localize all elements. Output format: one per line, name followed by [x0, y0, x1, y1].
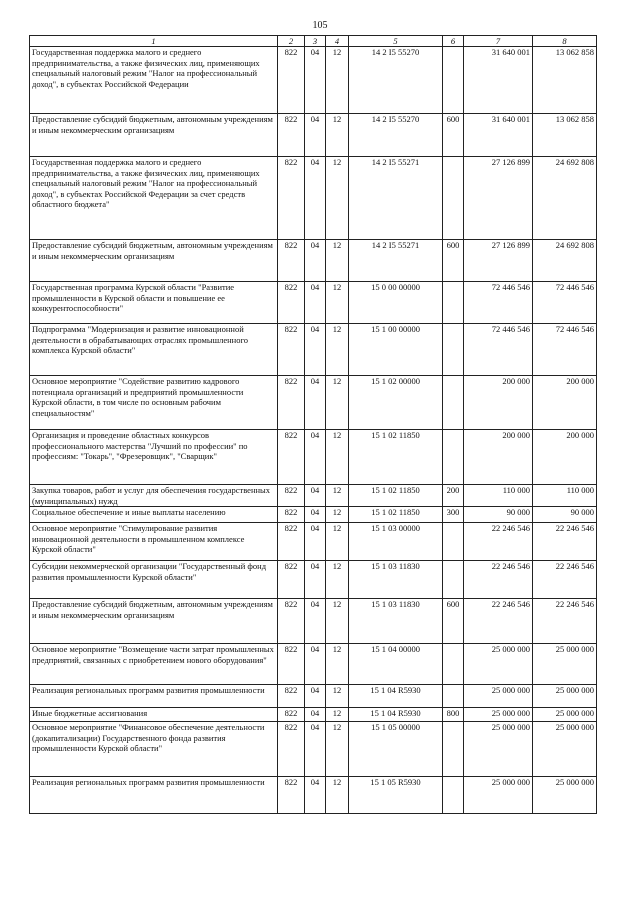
- item-name: Предоставление субсидий бюджетным, автономным учреждениям и иным некоммерческим организациям: [30, 240, 278, 282]
- ministry-code: 822: [278, 708, 305, 722]
- amount-year-1: 25 000 000: [464, 644, 533, 685]
- ministry-code: 822: [278, 777, 305, 814]
- amount-year-2: 200 000: [533, 376, 597, 430]
- amount-year-2: 90 000: [533, 507, 597, 523]
- amount-year-1: 25 000 000: [464, 777, 533, 814]
- amount-year-2: 110 000: [533, 485, 597, 507]
- amount-year-2: 72 446 546: [533, 324, 597, 376]
- subsection-code: 12: [326, 644, 349, 685]
- item-name: Предоставление субсидий бюджетным, автономным учреждениям и иным некоммерческим организациям: [30, 114, 278, 157]
- table-row: [30, 561, 597, 599]
- amount-year-2: 25 000 000: [533, 777, 597, 814]
- column-header: 1: [30, 36, 278, 47]
- section-code: 04: [305, 561, 326, 599]
- column-header: 7: [464, 36, 533, 47]
- expense-type-code: [443, 685, 464, 708]
- subsection-code: 12: [326, 599, 349, 644]
- target-article-code: 15 1 03 00000: [349, 523, 443, 561]
- item-name: Реализация региональных программ развития промышленности: [30, 777, 278, 814]
- ministry-code: 822: [278, 561, 305, 599]
- amount-year-2: 25 000 000: [533, 708, 597, 722]
- amount-year-1: 72 446 546: [464, 282, 533, 324]
- target-article-code: 15 1 02 11850: [349, 507, 443, 523]
- section-code: 04: [305, 599, 326, 644]
- ministry-code: 822: [278, 47, 305, 114]
- target-article-code: 15 1 00 00000: [349, 324, 443, 376]
- expense-type-code: 800: [443, 708, 464, 722]
- column-number-row: [30, 36, 597, 47]
- ministry-code: 822: [278, 722, 305, 777]
- amount-year-1: 25 000 000: [464, 722, 533, 777]
- expense-type-code: [443, 523, 464, 561]
- target-article-code: 15 1 02 11850: [349, 430, 443, 485]
- subsection-code: 12: [326, 708, 349, 722]
- target-article-code: 15 1 03 11830: [349, 561, 443, 599]
- section-code: 04: [305, 430, 326, 485]
- item-name: Государственная поддержка малого и среднего предпринимательства, а также физических лиц, применяющих специальный налоговый режим "Налог на профессиональный доход", в субъектах Российской Федерации: [30, 47, 278, 114]
- table-row: [30, 240, 597, 282]
- expense-type-code: [443, 47, 464, 114]
- section-code: 04: [305, 47, 326, 114]
- column-header: 6: [443, 36, 464, 47]
- ministry-code: 822: [278, 114, 305, 157]
- section-code: 04: [305, 376, 326, 430]
- amount-year-1: 31 640 001: [464, 114, 533, 157]
- ministry-code: 822: [278, 157, 305, 240]
- amount-year-1: 200 000: [464, 430, 533, 485]
- table-row: [30, 157, 597, 240]
- section-code: 04: [305, 523, 326, 561]
- expense-type-code: 600: [443, 240, 464, 282]
- table-row: [30, 708, 597, 722]
- ministry-code: 822: [278, 324, 305, 376]
- subsection-code: 12: [326, 114, 349, 157]
- target-article-code: 14 2 I5 55270: [349, 114, 443, 157]
- item-name: Основное мероприятие "Финансовое обеспечение деятельности (докапитализации) Государственного фонда развития промышленности Курской области": [30, 722, 278, 777]
- table-row: [30, 114, 597, 157]
- ministry-code: 822: [278, 685, 305, 708]
- amount-year-1: 25 000 000: [464, 708, 533, 722]
- amount-year-1: 22 246 546: [464, 599, 533, 644]
- item-name: Основное мероприятие "Содействие развитию кадрового потенциала организаций и предприятий промышленности Курской области, в том числе по основным рабочим специальностям": [30, 376, 278, 430]
- section-code: 04: [305, 157, 326, 240]
- target-article-code: 15 0 00 00000: [349, 282, 443, 324]
- subsection-code: 12: [326, 561, 349, 599]
- expense-type-code: 300: [443, 507, 464, 523]
- amount-year-2: 24 692 808: [533, 240, 597, 282]
- section-code: 04: [305, 644, 326, 685]
- amount-year-1: 31 640 001: [464, 47, 533, 114]
- amount-year-1: 22 246 546: [464, 523, 533, 561]
- item-name: Основное мероприятие "Стимулирование развития инновационной деятельности в промышленном комплексе Курской области": [30, 523, 278, 561]
- amount-year-1: 72 446 546: [464, 324, 533, 376]
- section-code: 04: [305, 685, 326, 708]
- table-row: [30, 644, 597, 685]
- item-name: Организация и проведение областных конкурсов профессионального мастерства "Лучший по профессии" по профессиям: "Токарь", "Фрезеровщик", "Сварщик": [30, 430, 278, 485]
- amount-year-1: 27 126 899: [464, 240, 533, 282]
- expense-type-code: [443, 157, 464, 240]
- expense-type-code: [443, 282, 464, 324]
- page-number: 105: [312, 20, 328, 31]
- ministry-code: 822: [278, 240, 305, 282]
- target-article-code: 15 1 05 R5930: [349, 777, 443, 814]
- column-header: 3: [305, 36, 326, 47]
- column-header: 8: [533, 36, 597, 47]
- target-article-code: 15 1 04 R5930: [349, 685, 443, 708]
- item-name: Подпрограмма "Модернизация и развитие инновационной деятельности в обрабатывающих отраслях промышленного комплекса Курской области": [30, 324, 278, 376]
- expense-type-code: [443, 430, 464, 485]
- expense-type-code: [443, 777, 464, 814]
- amount-year-2: 22 246 546: [533, 561, 597, 599]
- column-header: 2: [278, 36, 305, 47]
- item-name: Предоставление субсидий бюджетным, автономным учреждениям и иным некоммерческим организациям: [30, 599, 278, 644]
- subsection-code: 12: [326, 47, 349, 114]
- column-header: 5: [349, 36, 443, 47]
- ministry-code: 822: [278, 523, 305, 561]
- item-name: Субсидии некоммерческой организации "Государственный фонд развития промышленности Курской области": [30, 561, 278, 599]
- expense-type-code: 200: [443, 485, 464, 507]
- target-article-code: 14 2 I5 55271: [349, 240, 443, 282]
- item-name: Социальное обеспечение и иные выплаты населению: [30, 507, 278, 523]
- amount-year-1: 27 126 899: [464, 157, 533, 240]
- target-article-code: 15 1 04 R5930: [349, 708, 443, 722]
- section-code: 04: [305, 240, 326, 282]
- target-article-code: 15 1 02 00000: [349, 376, 443, 430]
- amount-year-1: 22 246 546: [464, 561, 533, 599]
- subsection-code: 12: [326, 507, 349, 523]
- table-row: [30, 507, 597, 523]
- table-row: [30, 599, 597, 644]
- table-row: [30, 485, 597, 507]
- subsection-code: 12: [326, 523, 349, 561]
- table-row: [30, 685, 597, 708]
- target-article-code: 15 1 05 00000: [349, 722, 443, 777]
- subsection-code: 12: [326, 240, 349, 282]
- table-row: [30, 430, 597, 485]
- item-name: Реализация региональных программ развития промышленности: [30, 685, 278, 708]
- expense-type-code: 600: [443, 599, 464, 644]
- subsection-code: 12: [326, 485, 349, 507]
- section-code: 04: [305, 282, 326, 324]
- amount-year-1: 25 000 000: [464, 685, 533, 708]
- amount-year-1: 90 000: [464, 507, 533, 523]
- section-code: 04: [305, 777, 326, 814]
- amount-year-2: 72 446 546: [533, 282, 597, 324]
- subsection-code: 12: [326, 685, 349, 708]
- target-article-code: 14 2 I5 55271: [349, 157, 443, 240]
- target-article-code: 15 1 02 11850: [349, 485, 443, 507]
- subsection-code: 12: [326, 157, 349, 240]
- budget-table: [29, 35, 597, 814]
- amount-year-2: 22 246 546: [533, 599, 597, 644]
- section-code: 04: [305, 708, 326, 722]
- table-row: [30, 324, 597, 376]
- ministry-code: 822: [278, 599, 305, 644]
- subsection-code: 12: [326, 777, 349, 814]
- section-code: 04: [305, 485, 326, 507]
- amount-year-2: 13 062 858: [533, 47, 597, 114]
- section-code: 04: [305, 507, 326, 523]
- expense-type-code: [443, 324, 464, 376]
- table-row: [30, 376, 597, 430]
- expense-type-code: [443, 376, 464, 430]
- expense-type-code: 600: [443, 114, 464, 157]
- item-name: Иные бюджетные ассигнования: [30, 708, 278, 722]
- amount-year-2: 25 000 000: [533, 722, 597, 777]
- table-row: [30, 722, 597, 777]
- target-article-code: 14 2 I5 55270: [349, 47, 443, 114]
- amount-year-2: 200 000: [533, 430, 597, 485]
- ministry-code: 822: [278, 376, 305, 430]
- target-article-code: 15 1 04 00000: [349, 644, 443, 685]
- subsection-code: 12: [326, 722, 349, 777]
- item-name: Государственная программа Курской области "Развитие промышленности в Курской области и повышение ее конкурентоспособности": [30, 282, 278, 324]
- section-code: 04: [305, 114, 326, 157]
- ministry-code: 822: [278, 644, 305, 685]
- item-name: Основное мероприятие "Возмещение части затрат промышленных предприятий, связанных с приобретением нового оборудования": [30, 644, 278, 685]
- ministry-code: 822: [278, 507, 305, 523]
- table-row: [30, 777, 597, 814]
- expense-type-code: [443, 722, 464, 777]
- amount-year-1: 110 000: [464, 485, 533, 507]
- section-code: 04: [305, 324, 326, 376]
- amount-year-2: 25 000 000: [533, 685, 597, 708]
- section-code: 04: [305, 722, 326, 777]
- item-name: Закупка товаров, работ и услуг для обеспечения государственных (муниципальных) нужд: [30, 485, 278, 507]
- column-header: 4: [326, 36, 349, 47]
- amount-year-2: 13 062 858: [533, 114, 597, 157]
- amount-year-1: 200 000: [464, 376, 533, 430]
- ministry-code: 822: [278, 282, 305, 324]
- expense-type-code: [443, 644, 464, 685]
- amount-year-2: 24 692 808: [533, 157, 597, 240]
- subsection-code: 12: [326, 430, 349, 485]
- subsection-code: 12: [326, 376, 349, 430]
- table-row: [30, 523, 597, 561]
- item-name: Государственная поддержка малого и среднего предпринимательства, а также физических лиц, применяющих специальный налоговый режим "Налог на профессиональный доход", в субъектах Российской Федерации за счет средств областного бюджета": [30, 157, 278, 240]
- amount-year-2: 22 246 546: [533, 523, 597, 561]
- table-row: [30, 282, 597, 324]
- subsection-code: 12: [326, 324, 349, 376]
- subsection-code: 12: [326, 282, 349, 324]
- amount-year-2: 25 000 000: [533, 644, 597, 685]
- table-row: [30, 47, 597, 114]
- ministry-code: 822: [278, 430, 305, 485]
- target-article-code: 15 1 03 11830: [349, 599, 443, 644]
- expense-type-code: [443, 561, 464, 599]
- ministry-code: 822: [278, 485, 305, 507]
